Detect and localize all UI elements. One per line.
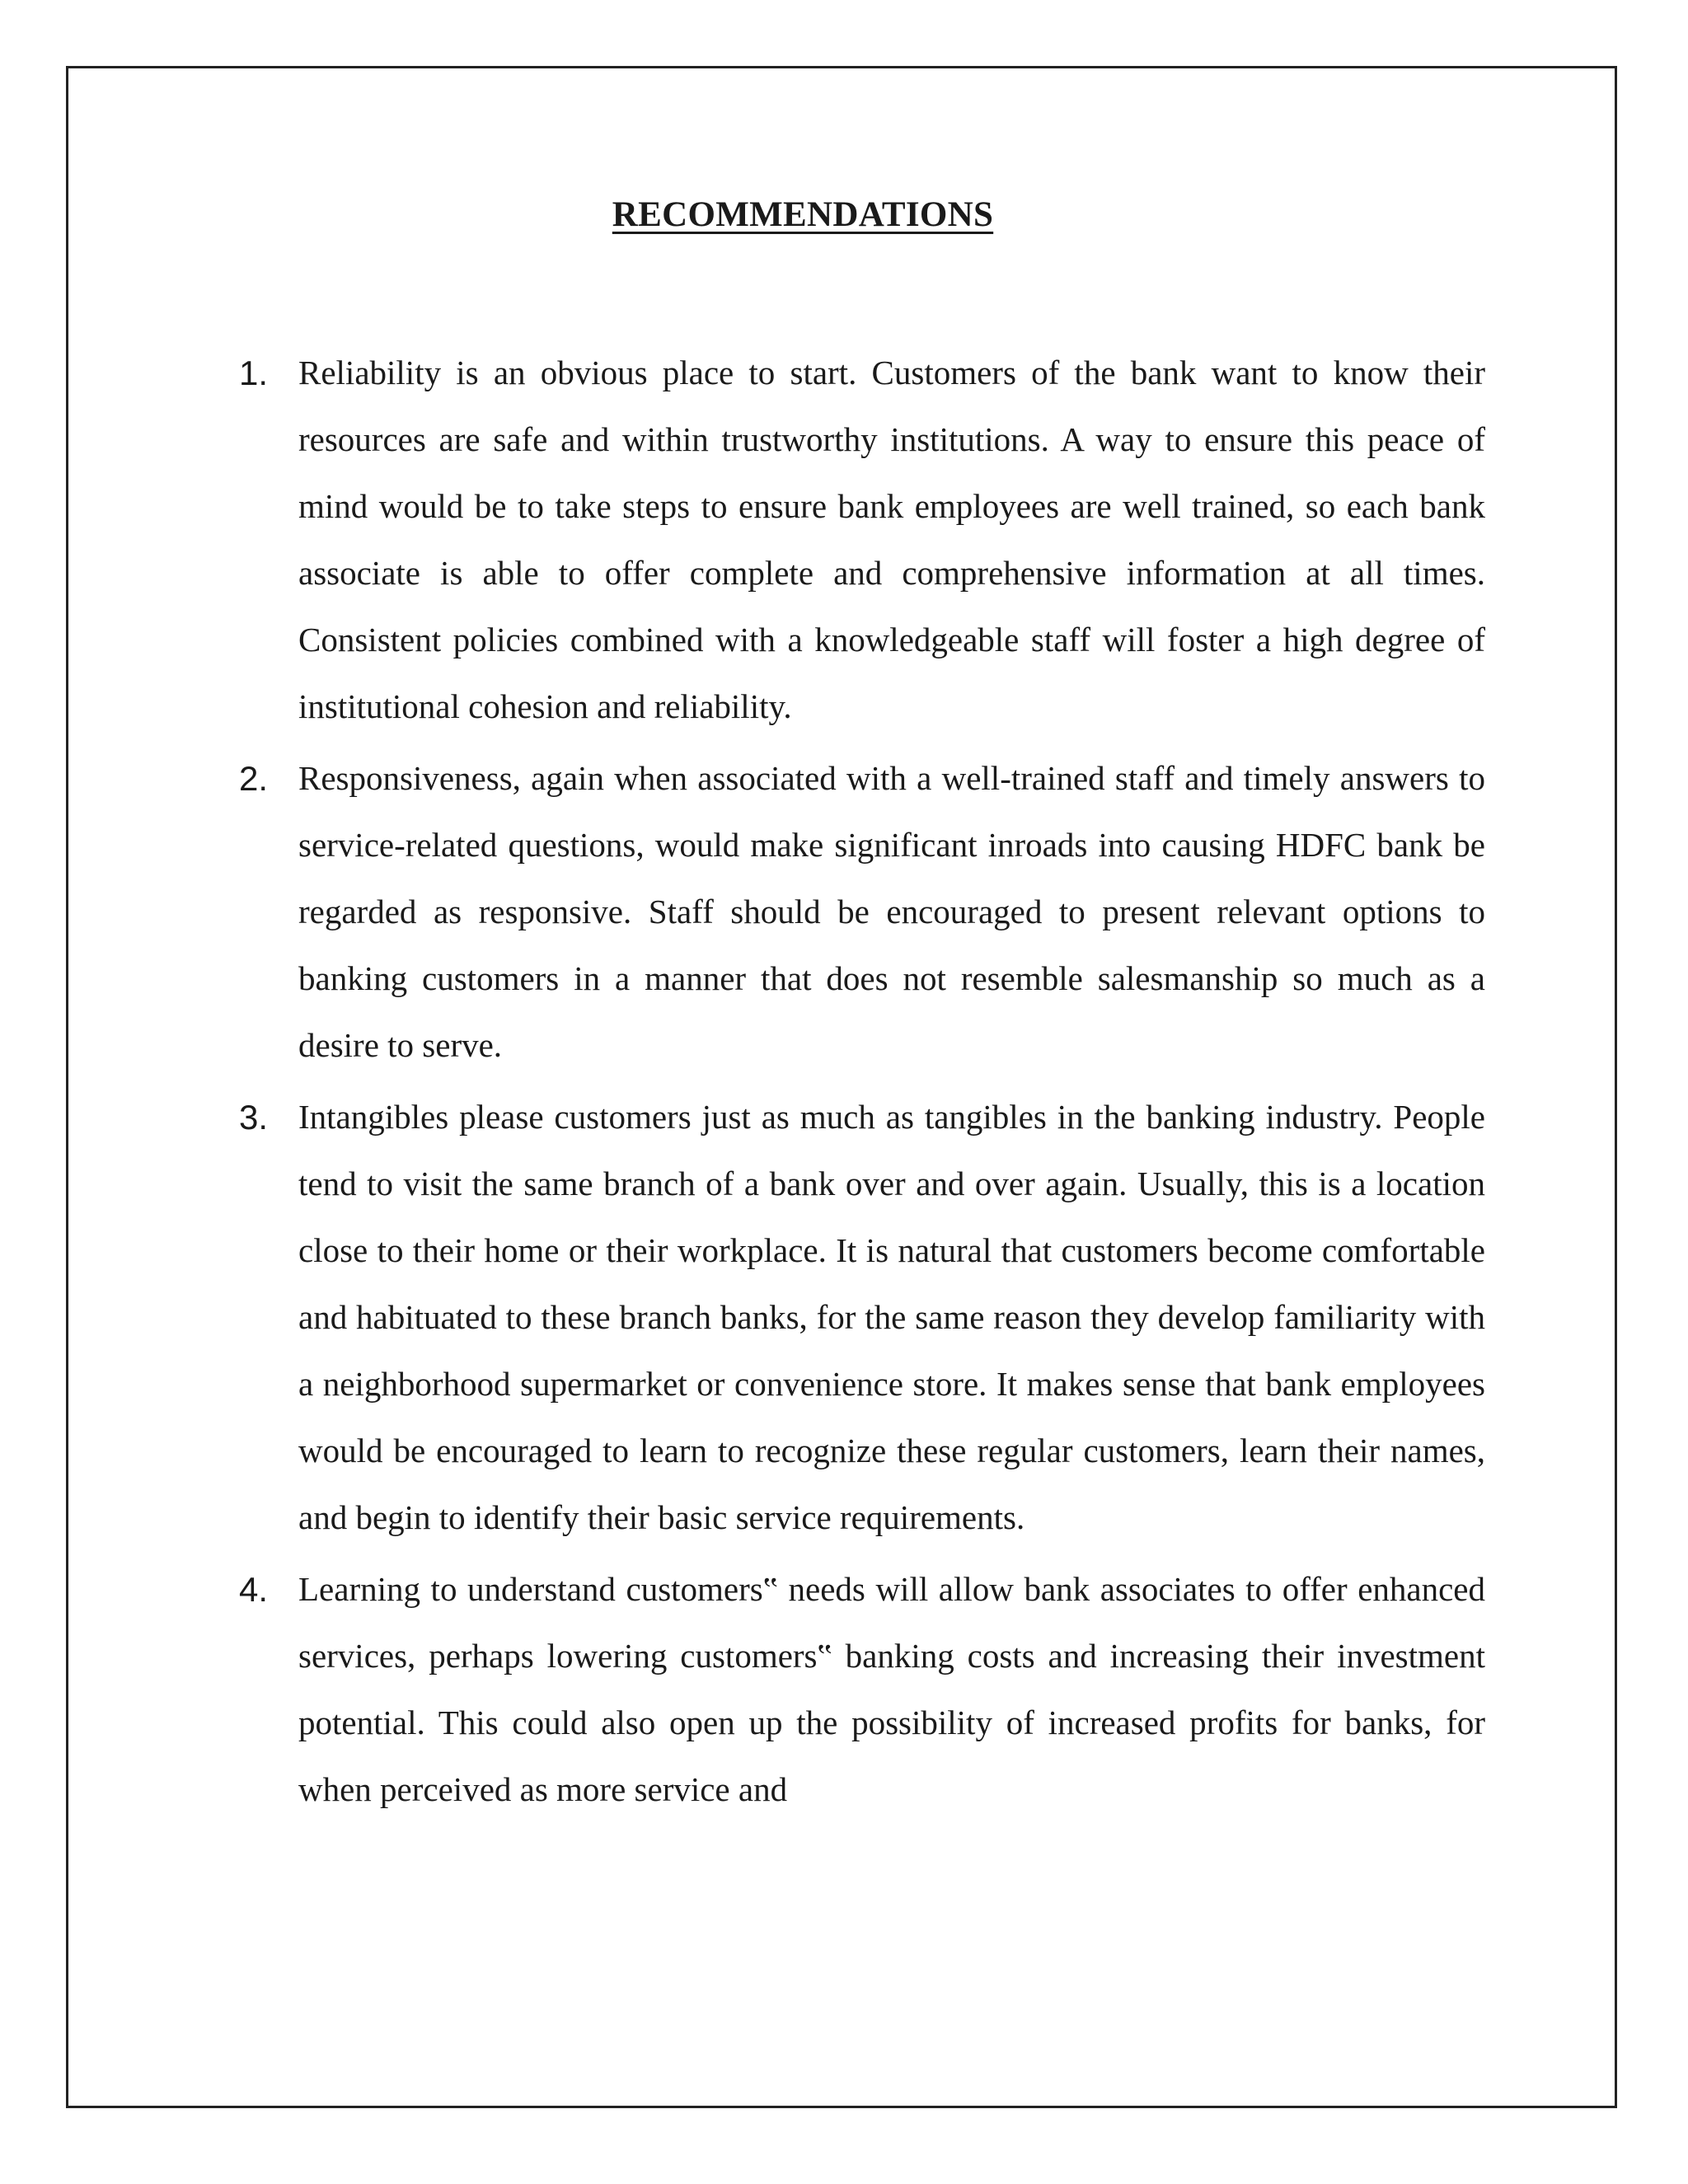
recommendation-item-2: [239, 745, 1485, 1079]
recommendation-item-1: [239, 340, 1485, 740]
item-text: Reliability is an obvious place to start. Customers of the bank want to know their resources are safe and within trustworthy institutions. A way to ensure this peace of mind would be to take steps to ensure bank employees are well trained, so each bank associate is able to offer complete and comprehensive information at all times. Consistent policies combined with a knowledgeable staff will foster a high degree of institutional cohesion and reliability.: [298, 354, 1485, 725]
item-number: 2.: [239, 759, 269, 798]
item-number: 4.: [239, 1570, 269, 1609]
item-text: Responsiveness, again when associated with a well-trained staff and timely answers to service-related questions, would make significant inroads into causing HDFC bank be regarded as responsive. Staff should be encouraged to present relevant options to banking customers in a manner that does not resemble salesmanship so much as a desire to serve.: [298, 759, 1485, 1064]
recommendation-item-3: [239, 1084, 1485, 1551]
item-text: Intangibles please customers just as much as tangibles in the banking industry. People tend to visit the same branch of a bank over and over again. Usually, this is a location close to their home or their workplace. It is natural that customers become comfortable and habituated to these branch banks, for the same reason they develop familiarity with a neighborhood supermarket or convenience store. It makes sense that bank employees would be encouraged to learn to recognize these regular customers, learn their names, and begin to identify their basic service requirements.: [298, 1098, 1485, 1536]
item-text: Learning to understand customers‟ needs will allow bank associates to offer enhanced services, perhaps lowering customers‟ banking costs and increasing their investment potential. This could also open up the possibility of increased profits for banks, for when perceived as more service and: [298, 1570, 1485, 1808]
page-title: RECOMMENDATIONS: [612, 195, 994, 234]
item-number: 1.: [239, 354, 269, 392]
item-number: 3.: [239, 1098, 269, 1137]
recommendations-list: [239, 340, 1485, 1828]
recommendation-item-4: [239, 1556, 1485, 1823]
